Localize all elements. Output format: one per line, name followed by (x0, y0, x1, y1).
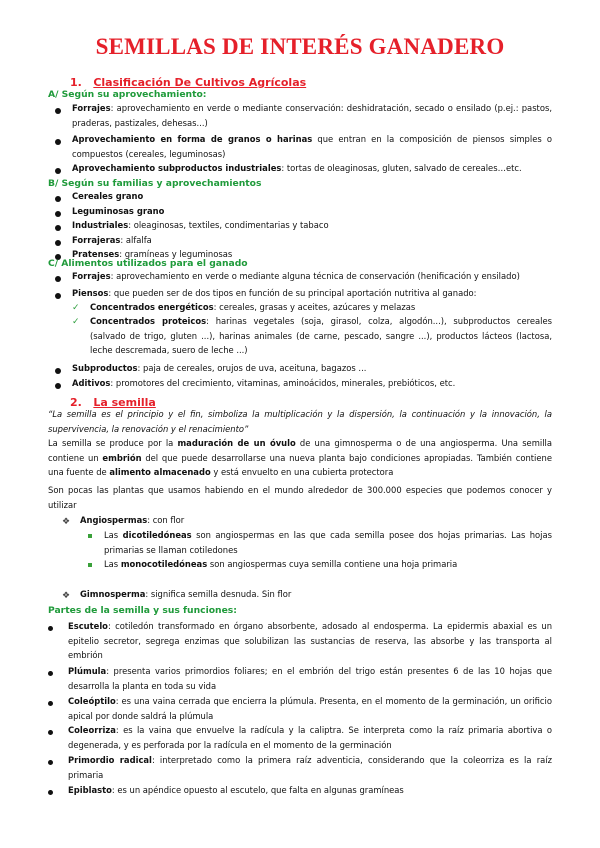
square-bullet-icon (88, 534, 92, 538)
section-1-label: Clasificación De Cultivos Agrícolas (93, 76, 307, 89)
page-title: SEMILLAS DE INTERÉS GANADERO (95, 34, 505, 59)
list-item: Las monocotiledóneas son angiospermas cuya semilla contiene una hoja primaria (104, 559, 458, 569)
bullet-icon (55, 225, 61, 231)
sub-b-heading: B/ Según su familias y aprovechamientos (48, 178, 262, 189)
list-item: Gimnosperma: significa semilla desnuda. Sin flor (80, 589, 292, 599)
partes-heading: Partes de la semilla y sus funciones: (48, 605, 237, 616)
list-item: Angiospermas: con flor (80, 515, 185, 525)
sub-a-heading: A/ Según su aprovechamiento: (48, 89, 207, 100)
bullet-icon (55, 211, 61, 217)
check-icon: ✓ (72, 303, 80, 313)
list-item: Coleorriza: es la vaina que envuelve la radícula y la caliptra. Se interpreta como la raíz primaria abortiva o degenerada, y es perforada por la radícula en el momento de la germinación (68, 725, 552, 750)
list-item: Piensos: que pueden ser de dos tipos en función de su principal aportación nutritiva al ganado: (72, 288, 477, 298)
paragraph: Son pocas las plantas que usamos habiendo en el mundo alrededor de 300.000 especies que podemos conocer y utilizar (48, 485, 552, 510)
list-item: Coleóptilo: es una vaina cerrada que encierra la plúmula. Presenta, en el momento de la germinación, un orificio apical por donde saldrá la plúmula (68, 696, 552, 721)
list-item: Aprovechamiento en forma de granos o harinas que entran en la composición de piensos simples o compuestos (cereales, leguminosas) (72, 134, 553, 159)
sub-c-heading: C/ Alimentos utilizados para el ganado (48, 258, 248, 269)
bullet-icon (48, 730, 53, 735)
bullet-icon (55, 276, 61, 282)
list-item: Industriales: oleaginosas, textiles, condimentarias y tabaco (72, 220, 329, 230)
list-item: Escutelo: cotiledón transformado en órgano absorbente, adosado al endosperma. La epidermis abaxial es un epitelio secretor, segrega enzimas que solubilizan las sustancias de reserva, las absorbe y las transporta al embrión (68, 621, 552, 660)
section-1-heading (70, 76, 306, 89)
list-item: Forrajes: aprovechamiento en verde o mediante alguna técnica de conservación (henificación y ensilado) (72, 271, 520, 281)
bullet-icon (48, 701, 53, 706)
paragraph: La semilla se produce por la maduración de un óvulo de una gimnosperma o de una angiosperma. Una semilla contiene un embrión del que puede desarrollarse una nueva planta bajo condiciones apropiadas. También contiene una fuente de alimento almacenado y está envuelto en una cubierta protectora (48, 438, 552, 477)
list-item: Plúmula: presenta varios primordios foliares; en el embrión del trigo están presentes 6 de las 10 hojas que desarrolla la planta en toda su vida (68, 666, 552, 691)
diamond-bullet-icon: ❖ (62, 591, 71, 601)
check-icon: ✓ (72, 317, 80, 327)
list-item: Subproductos: paja de cereales, orujos de uva, aceituna, bagazos ... (72, 363, 367, 373)
list-item: Epiblasto: es un apéndice opuesto al escutelo, que falta en algunas gramíneas (68, 785, 404, 795)
bullet-icon (55, 240, 61, 246)
bullet-icon (55, 108, 61, 114)
bullet-icon (48, 626, 53, 631)
bullet-icon (55, 168, 61, 174)
diamond-bullet-icon: ❖ (62, 517, 71, 527)
bullet-icon (55, 196, 61, 202)
list-item: Forrajes: aprovechamiento en verde o mediante conservación: deshidratación, secado o ensilado (p.ej.: pastos, praderas, pastizales, dehesas...) (72, 103, 552, 128)
list-item: Primordio radical: interpretado como la primera raíz adventicia, considerando que la coleorriza es la raíz primaria (68, 755, 552, 780)
bullet-icon (48, 671, 53, 676)
list-item: Las dicotiledóneas son angiospermas en las que cada semilla posee dos hojas primarias. Las hojas primarias se llaman cotiledones (104, 530, 553, 555)
bullet-icon (55, 368, 61, 374)
list-item: Aprovechamiento subproductos industriales: tortas de oleaginosas, gluten, salvado de cereales…etc. (72, 163, 522, 173)
bullet-icon (55, 383, 61, 389)
list-item: Aditivos: promotores del crecimiento, vitaminas, aminoácidos, minerales, prebióticos, etc. (72, 378, 456, 388)
bullet-icon (55, 139, 61, 145)
list-item: Leguminosas grano (72, 206, 165, 216)
bullet-icon (55, 293, 61, 299)
list-item: Pratenses: gramíneas y leguminosas (72, 249, 233, 259)
bullet-icon (48, 760, 53, 765)
list-item: Concentrados energéticos: cereales, grasas y aceites, azúcares y melazas (90, 302, 416, 312)
list-item: Cereales grano (72, 191, 144, 201)
bullet-icon (48, 790, 53, 795)
section-1-number: 1. (70, 76, 82, 89)
list-item: Concentrados proteicos: harinas vegetales (soja, girasol, colza, algodón...), subproductos cereales (salvado de trigo, gluten ...), harinas animales (de carne, pescado, sangre ...), productos lácteos (lactosa, leche descremada, suero de leche ...) (90, 316, 552, 355)
list-item: Forrajeras: alfalfa (72, 235, 152, 245)
square-bullet-icon (88, 563, 92, 567)
section-2-number: 2. (70, 396, 82, 409)
quote: “La semilla es el principio y el fin, simboliza la multiplicación y la dispersión, la continuación y la innovación, la supervivencia, la renovación y el renacimiento” (48, 409, 552, 434)
section-2-label: La semilla (93, 396, 156, 409)
